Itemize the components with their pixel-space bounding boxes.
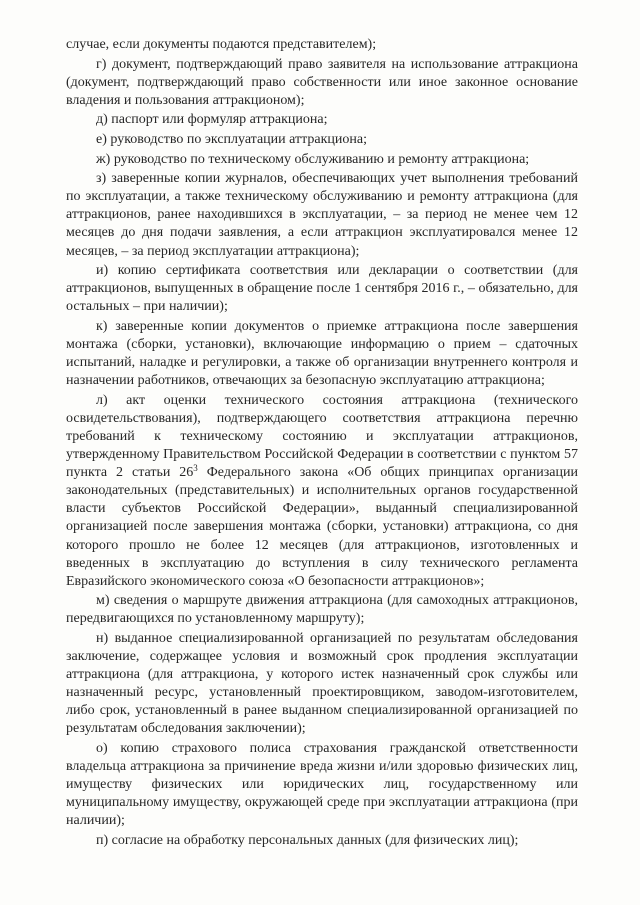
paragraph-l [66, 392, 578, 591]
paragraph-l-text-after: Федерального закона «Об общих принципах организации законодательных (представительных) и исполнительных органов государственной власти субъектов Российской Федерации», выданный специализированной организацией после завершения монтажа (сборки, установки) аттракциона, со дня которого прошло не более 12 месяцев (для аттракционов, изготовленных и введенных в эксплуатацию до вступления в силу технического регламента Евразийского экономического союза «О безопасности аттракционов»; [66, 465, 578, 589]
paragraph-n: н) выданное специализированной организацией по результатам обследования заключение, содержащее условия и возможный срок продления эксплуатации аттракциона (для аттракциона, у которого истек назначенный срок службы или назначенный ресурс, установленный проектировщиком, заводом-изготовителем, либо срок, установленный в ранее выданном специализированной организацией по результатам обследования заключении); [66, 631, 578, 737]
paragraph-p: п) согласие на обработку персональных данных (для физических лиц); [96, 833, 519, 849]
paragraph-d: д) паспорт или формуляр аттракциона; [96, 112, 328, 128]
paragraph-l-text-before: л) акт оценки технического состояния аттракциона (технического освидетельствования), подтверждающего соответствия аттракциона перечню требований к техническому состоянию и эксплуатации аттракционов, утвержденному Правительством Российской Федерации в соответствии с пунктом 57 пункта 2 статьи 26 [66, 392, 578, 481]
paragraph-m: м) сведения о маршруте движения аттракциона (для самоходных аттракционов, передвигающихся по установленному маршруту); [66, 593, 578, 627]
paragraph-e: е) руководство по эксплуатации аттракциона; [96, 131, 368, 147]
paragraph-z: з) заверенные копии журналов, обеспечивающих учет выполнения требований по эксплуатации, а также техническому обслуживанию и ремонту аттракциона (для аттракционов, ранее находившихся в эксплуатации, – за период не менее чем 12 месяцев до дня подачи заявления, а если аттракцион эксплуатировался менее 12 месяцев, – за период эксплуатации аттракциона); [66, 171, 578, 259]
paragraph-zh: ж) руководство по техническому обслуживанию и ремонту аттракциона; [96, 151, 530, 167]
paragraph-i: и) копию сертификата соответствия или декларации о соответствии (для аттракционов, выпущенных в обращение после 1 сентября 2016 г., – обязательно, для остальных – при наличии); [66, 263, 578, 315]
paragraph-g: г) документ, подтверждающий право заявителя на использование аттракциона (документ, подтверждающий право собственности или иное законное основание владения и пользования аттракционом); [66, 56, 578, 108]
article-superscript: 3 [193, 463, 198, 474]
paragraph-k: к) заверенные копии документов о приемке аттракциона после завершения монтажа (сборки, установки), включающие информацию о прием – сдаточных испытаний, наладке и регулировки, а также об организации внутреннего контроля и назначении работников, отвечающих за безопасную эксплуатацию аттракциона; [66, 318, 578, 389]
paragraph-o: о) копию страхового полиса страхования гражданской ответственности владельца аттракциона за причинение вреда жизни и/или здоровью физических лиц, имуществу физических или юридических лиц, государственному или муниципальному имуществу, окружающей среде при эксплуатации аттракциона (при наличии); [66, 741, 578, 829]
paragraph-continuation: случае, если документы подаются представителем); [66, 37, 377, 52]
document-body [66, 36, 578, 850]
